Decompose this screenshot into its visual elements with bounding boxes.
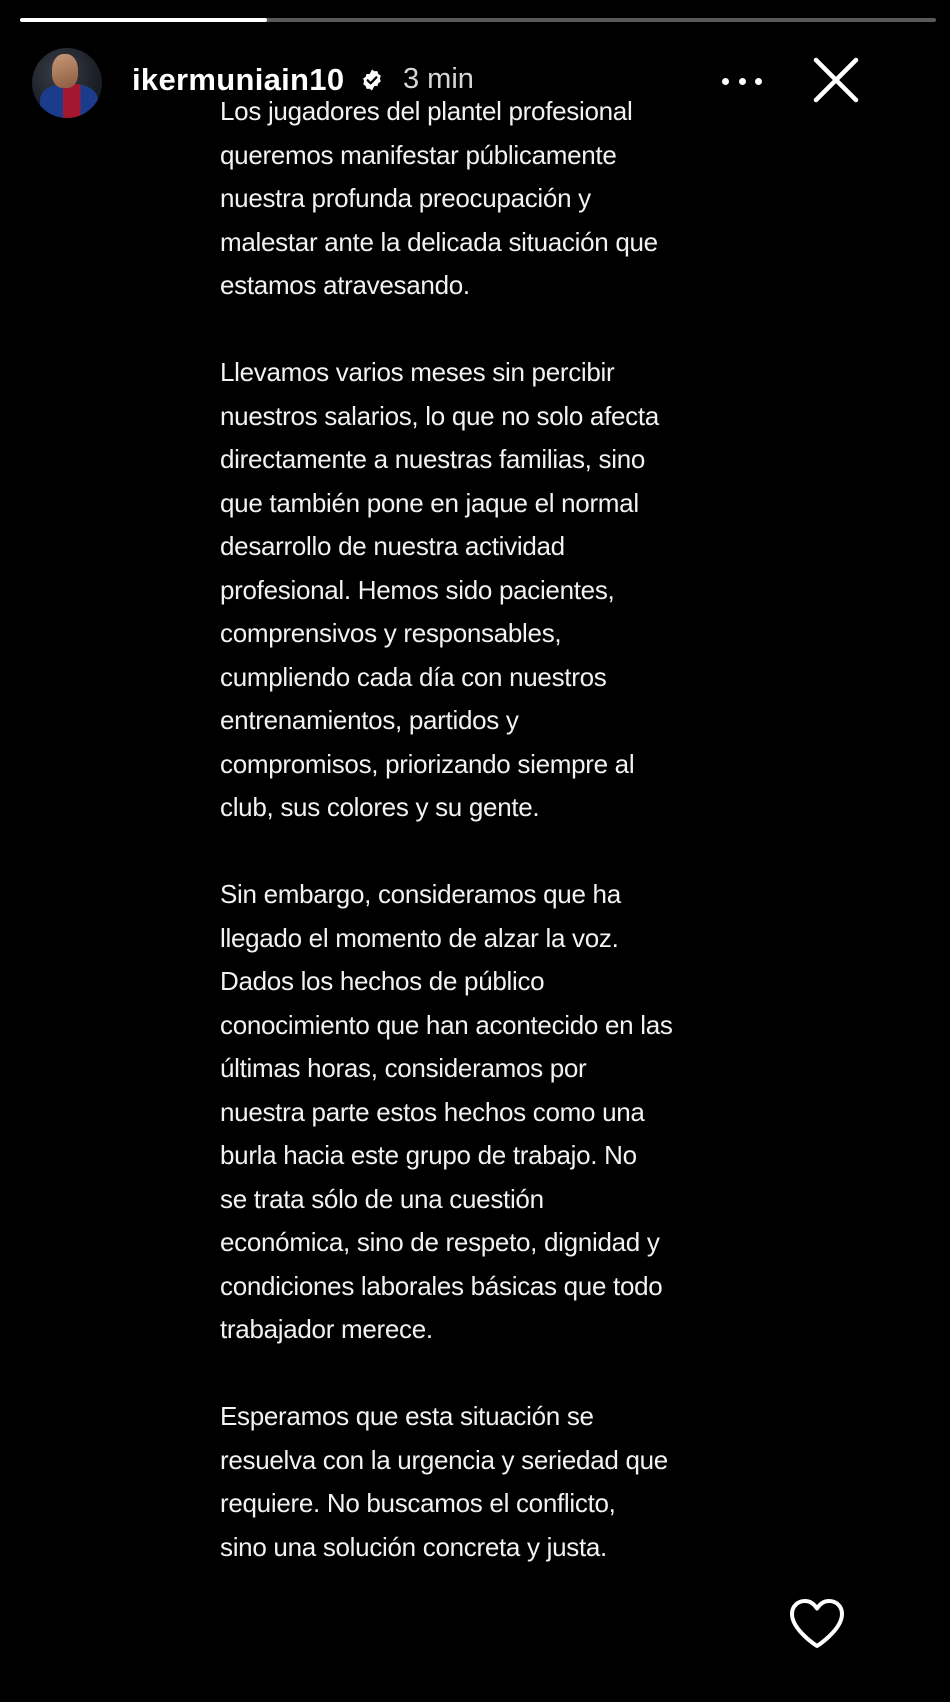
story-text-line: Los jugadores del plantel profesional <box>220 96 633 126</box>
heart-icon[interactable] <box>788 1597 846 1651</box>
close-icon[interactable] <box>808 52 864 108</box>
more-dot <box>755 78 762 85</box>
story-text-line: club, sus colores y su gente. <box>220 792 540 822</box>
story-progress-fill <box>20 18 267 22</box>
story-text-line: Sin embargo, consideramos que ha <box>220 879 621 909</box>
story-text-line: Esperamos que esta situación se <box>220 1401 594 1431</box>
story-text-line: Llevamos varios meses sin percibir <box>220 357 615 387</box>
story-text-line: Dados los hechos de público <box>220 966 545 996</box>
more-options-icon[interactable] <box>722 66 762 96</box>
story-text-line: burla hacia este grupo de trabajo. No <box>220 1140 637 1170</box>
story-text-line: trabajador merece. <box>220 1314 433 1344</box>
story-text-line: nuestra profunda preocupación y <box>220 183 591 213</box>
story-text-line: entrenamientos, partidos y <box>220 705 519 735</box>
post-timestamp: 3 min <box>403 63 474 95</box>
avatar-head <box>52 54 78 88</box>
story-text-line: últimas horas, consideramos por <box>220 1053 587 1083</box>
story-text-line: desarrollo de nuestra actividad <box>220 531 565 561</box>
avatar[interactable] <box>32 48 102 118</box>
story-text-content <box>220 90 690 1613</box>
username[interactable]: ikermuniain10 <box>132 62 345 97</box>
story-text-line: nuestros salarios, lo que no solo afecta <box>220 400 659 431</box>
avatar-shirt <box>40 84 98 118</box>
story-paragraph <box>220 873 690 1352</box>
story-text-line: nuestra parte estos hechos como una <box>220 1096 645 1127</box>
story-text-line: se trata sólo de una cuestión <box>220 1183 544 1214</box>
story-text-line: cumpliendo cada día con nuestros <box>220 661 607 692</box>
story-text-line: compromisos, priorizando siempre al <box>220 748 635 779</box>
story-text-line: malestar ante la delicada situación que <box>220 226 658 257</box>
story-text-line: económica, sino de respeto, dignidad y <box>220 1227 660 1257</box>
more-dot <box>722 78 729 85</box>
story-text-line: comprensivos y responsables, <box>220 618 562 648</box>
story-text-line: directamente a nuestras familias, sino <box>220 444 646 474</box>
story-paragraph <box>220 90 690 308</box>
story-text-line: queremos manifestar públicamente <box>220 139 617 170</box>
story-paragraph <box>220 351 690 830</box>
story-text-line: resuelva con la urgencia y seriedad que <box>220 1444 668 1475</box>
story-text-line: sino una solución concreta y justa. <box>220 1531 607 1562</box>
story-text-line: condiciones laborales básicas que todo <box>220 1270 663 1301</box>
story-text-line: llegado el momento de alzar la voz. <box>220 922 619 953</box>
story-text-line: profesional. Hemos sido pacientes, <box>220 574 615 605</box>
story-paragraph <box>220 1395 690 1569</box>
verified-badge-icon <box>360 68 384 92</box>
story-text-line: estamos atravesando. <box>220 270 470 300</box>
story-text-line: conocimiento que han acontecido en las <box>220 1009 673 1040</box>
more-dot <box>739 78 746 85</box>
story-text-line: requiere. No buscamos el conflicto, <box>220 1488 616 1518</box>
story-text-line: que también pone en jaque el normal <box>220 487 639 518</box>
story-progress-bar <box>20 18 936 22</box>
